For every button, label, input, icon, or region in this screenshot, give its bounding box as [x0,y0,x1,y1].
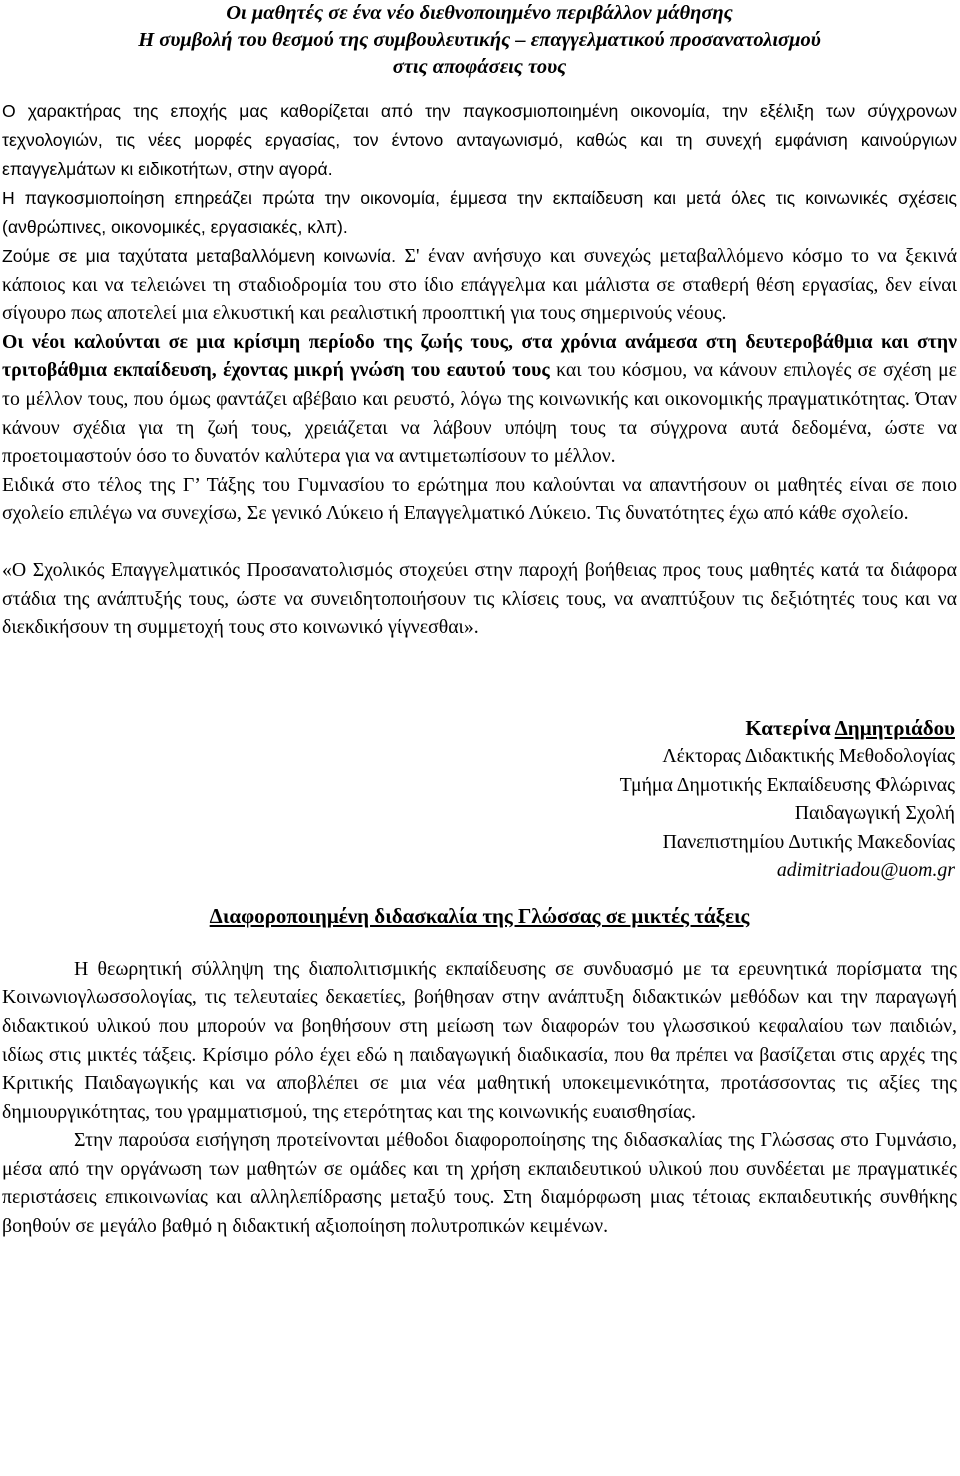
paragraph-changing-society-rest: Σ' έναν ανήσυχο και συνεχώς μεταβαλλόμενο κόσμο το να ξεκινά κάποιος και να τελειώνει τη σταδιοδρομία του στο ίδιο επάγγελμα και μάλιστα σε σταθερή θέση εργασίας, δεν είναι σίγουρο πως αποτελεί μια ελκυστική και ρεαλιστική προοπτική για τους σημερινούς νέους. [2,245,957,325]
section-title-text: Διαφοροποιημένη διδασκαλία της Γλώσσας σε μικτές τάξεις [209,903,750,928]
author-department: Τμήμα Δημοτικής Εκπαίδευσης Φλώρινας [619,773,955,796]
author-name [2,714,955,743]
author-university: Πανεπιστημίου Δυτικής Μακεδονίας [662,830,955,853]
author-school: Παιδαγωγική Σχολή [794,802,955,825]
paragraph-young-people-rest: και του κόσμου, να κάνουν επιλογές σε σχέση με το μέλλον τους, που όμως φαντάζει αβέβαιο και ρευστό, λόγω της κοινωνικής και οικονομικής πραγματικότητας. Όταν κάνουν σχέδια για τη ζωή τους, χρειάζεται να λάβουν υπόψη τους τα σύγχρονα αυτά δεδομένα, ώστε να προετοιμαστούν όσο το δυνατόν καλύτερα για να αντιμετωπίσουν το μέλλον. [2,359,957,468]
paragraph-globalization: Η παγκοσμιοποίηση επηρεάζει πρώτα την οικονομία, έμμεσα την εκπαίδευση και μετά όλες τις κοινωνικές σχέσεις (ανθρώπινες, οικονομικές, εργασιακές, κλπ). [2,188,957,237]
paragraph-proposal: Στην παρούσα εισήγηση προτείνονται μέθοδοι διαφοροποίησης της διδασκαλίας της Γλώσσας στο Γυμνάσιο, μέσα από την οργάνωση των μαθητών σε ομάδες και τη χρήση εκπαιδευτικού υλικού που συνδέεται με πραγματικές περιστάσεις επικοινωνίας και αλληλεπίδρασης μεταξύ τους. Στη διαμόρφωση μιας τέτοιας εκπαιδευτικής συνθήκης βοηθούν σε μεγάλο βαθμό η διδακτική αξιοποίηση πολυτροπικών κειμένων. [2,1129,957,1238]
article-title-line-2: Η συμβολή του θεσμού της συμβουλευτικής – επαγγελματικού προσανατολισμού [138,29,821,51]
author-title: Λέκτορας Διδακτικής Μεθοδολογίας [662,745,955,768]
paragraph-young-people-bold: Οι νέοι καλούνται σε μια κρίσιμη περίοδο της ζωής τους, στα χρόνια ανάμεσα στη δευτεροβάθμια και στην τριτοβάθμια εκπαίδευση, έχοντας μικρή γνώση του εαυτού τους [2,330,957,382]
quote-paragraph: «Ο Σχολικός Επαγγελματικός Προσανατολισμός στοχεύει στην παροχή βοήθειας προς τους μαθητές κατά τα διάφορα στάδια της ανάπτυξής τους, ώστε να συνειδητοποιήσουν τις κλίσεις τους, να αναπτύξουν τις δεξιότητές τους και να διεκδικήσουν τη συμμετοχή τους στο κοινωνικό γίγνεσθαι». [2,558,957,639]
section-title [2,904,957,929]
article-title-line-3: στις αποφάσεις τους [392,56,567,78]
author-email-link[interactable]: adimitriadou@uom.gr [776,859,955,882]
paragraph-theory: Η θεωρητική σύλληψη της διαπολιτισμικής εκπαίδευσης σε συνδυασμό με τα ερευνητικά πορίσματα της Κοινωνιογλωσσολογίας, τις τελευταίες δεκαετίες, βοήθησαν στην ανάπτυξη διδακτικών μεθόδων και την παραγωγή διδακτικού υλικού που μπορούν να βοηθήσουν στη μείωση των διαφορών του γλωσσικού κεφαλαίου των παιδιών, ιδίως στις μικτές τάξεις. Κρίσιμο ρόλο έχει εδώ η παιδαγωγική διαδικασία, που θα πρέπει να βασίζεται στις αρχές της Κριτικής Παιδαγωγικής και να αποβλέπει σε μια νέα μαθητική υποκειμενικότητα, προτάσσοντας τις αξίες της δημιουργικότητας, του γραμματισμού, της ετερότητας και της κοινωνικής ευαισθησίας. [2,957,957,1123]
author-signature [2,714,957,885]
author-last-name: Δημητριάδου [834,715,955,740]
paragraph-school-choice: Ειδικά στο τέλος της Γ’ Τάξης του Γυμνασίου το ερώτημα που καλούνται να απαντήσουν οι μαθητές είναι σε ποιο σχολείο επιλέγω να συνεχίσω, Σε γενικό Λύκειο ή Επαγγελματικό Λύκειο. Τις δυνατότητες έχω από κάθε σχολείο. [2,473,957,525]
author-first-name: Κατερίνα [745,715,835,740]
article-title-block [2,0,957,81]
paragraph-young-people [2,328,957,471]
paragraph-changing-society [2,242,957,328]
paragraph-intro: Ο χαρακτήρας της εποχής μας καθορίζεται από την παγκοσμιοποιημένη οικονομία, την εξέλιξη των σύγχρονων τεχνολογιών, τις νέες μορφές εργασίας, τον έντονο ανταγωνισμό, καθώς και τη συνεχή εμφάνιση καινούργιων επαγγελμάτων κι ειδικοτήτων, στην αγορά. [2,101,957,179]
article-title-line-1: Οι μαθητές σε ένα νέο διεθνοποιημένο περιβάλλον μάθησης [226,2,733,24]
paragraph-changing-society-lead: Ζούμε σε μια ταχύτατα μεταβαλλόμενη κοινωνία. [2,246,396,266]
